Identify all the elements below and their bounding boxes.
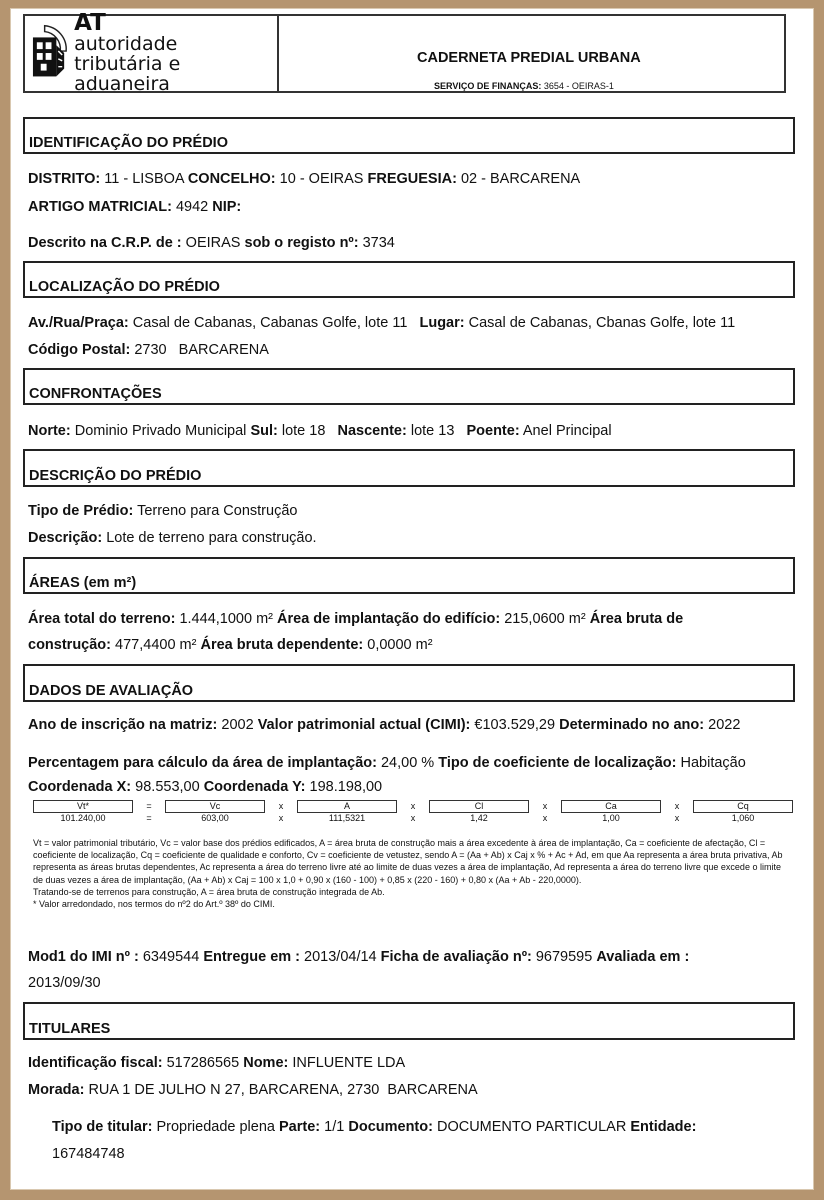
titular-entidade: 167484748 xyxy=(52,1146,125,1162)
valuation-line: Ano de inscrição na matriz: 2002 Valor patrimonial actual (CIMI): €103.529,29 Determinado no ano: 2022 xyxy=(28,717,741,733)
service-office: SERVIÇO DE FINANÇAS: 3654 - OEIRAS-1 xyxy=(434,81,614,91)
document-title: CADERNETA PREDIAL URBANA xyxy=(417,50,641,66)
location-codes: DISTRITO: 11 - LISBOA CONCELHO: 10 - OEIRAS FREGUESIA: 02 - BARCARENA xyxy=(28,171,581,187)
formula-values: 101.240,00 = 603,00 x 111,5321 x 1,42 x 1,00 x 1,060 xyxy=(60,813,755,823)
logo-abbr: AT xyxy=(74,10,106,36)
titular-id: Identificação fiscal: 517286565 Nome: INFLUENTE LDA xyxy=(28,1055,406,1071)
document-header xyxy=(23,10,786,95)
formula-headers: Vt* = Vc x A x Cl x Ca x Cq xyxy=(33,800,795,812)
areas-line-2: construção: 477,4400 m² Área bruta dependente: 0,0000 m² xyxy=(28,637,433,653)
avaliada-date: 2013/09/30 xyxy=(28,975,101,991)
logo-line-1: autoridade xyxy=(74,33,178,55)
formula-notes: Vt = valor patrimonial tributário, Vc = valor base dos prédios edificados, A = área bruta de construção mais a área excedente à área de implantação, Ca = coeficiente de afectação, Cl = coeficiente de localização, Cq = coeficiente de qualidade e conforto, Cv = coeficiente de vetustez, sendo A = (Aa + Ab) x Caj x % + Ac + Ad, em que Aa representa a área bruta privativa, Ab representa as áreas brutas dependentes, Ac representa a área do terreno livre até ao limite de duas vezes a área de implantação, Ad representa a área do terreno livre que excede o limite de duas vezes a área de implantação, (Aa + Ab) x Caj = 100 x 1,0 + 0,90 x (160 - 100) + 0,85 x (220 - 160) + 0,80 x (Aa + Ab - 220,0000). Tratando-se de terrenos para construção, A = área bruta de construção integrada de Ab. * Valor arredondado, nos termos do nº2 do Art.º 38º do CIMI. xyxy=(33,838,783,910)
titular-details: Tipo de titular: Propriedade plena Parte: 1/1 Documento: DOCUMENTO PARTICULAR Entidade: xyxy=(52,1119,697,1135)
boundaries: Norte: Dominio Privado Municipal Sul: lote 18 Nascente: lote 13 Poente: Anel Principal xyxy=(28,423,612,439)
descricao-text: Descrição: Lote de terreno para construção. xyxy=(28,530,317,546)
coordinates-line: Coordenada X: 98.553,00 Coordenada Y: 198.198,00 xyxy=(28,779,383,795)
valuation-formula xyxy=(33,800,795,824)
section-confrontacoes-heading: CONFRONTAÇÕES xyxy=(23,368,795,405)
mod1-line: Mod1 do IMI nº : 6349544 Entregue em : 2013/04/14 Ficha de avaliação nº: 9679595 Avaliada em : xyxy=(28,949,690,965)
postal-code: Código Postal: 2730 BARCARENA xyxy=(28,342,269,358)
logo-line-2: tributária e aduaneira xyxy=(74,53,181,95)
section-titulares-heading: TITULARES xyxy=(23,1002,795,1040)
section-areas-heading: ÁREAS (em m²) xyxy=(23,557,795,594)
crp-registo: Descrito na C.R.P. de : OEIRAS sob o registo nº: 3734 xyxy=(28,235,395,251)
percentage-line: Percentagem para cálculo da área de implantação: 24,00 % Tipo de coeficiente de localização: Habitação xyxy=(28,755,746,771)
section-localizacao-heading: LOCALIZAÇÃO DO PRÉDIO xyxy=(23,261,795,298)
section-avaliacao-heading: DADOS DE AVALIAÇÃO xyxy=(23,664,795,702)
at-logo xyxy=(25,10,279,95)
section-identificacao-heading: IDENTIFICAÇÃO DO PRÉDIO xyxy=(23,117,795,154)
address-line: Av./Rua/Praça: Casal de Cabanas, Cabanas Golfe, lote 11 Lugar: Casal de Cabanas, Cbanas Golfe, lote 11 xyxy=(28,315,736,331)
areas-line-1: Área total do terreno: 1.444,1000 m² Área de implantação do edifício: 215,0600 m² Área bruta de xyxy=(28,611,684,627)
portugal-shield-icon xyxy=(31,23,68,85)
titular-morada: Morada: RUA 1 DE JULHO N 27, BARCARENA, 2730 BARCARENA xyxy=(28,1082,478,1098)
tipo-predio: Tipo de Prédio: Terreno para Construção xyxy=(28,503,298,519)
artigo-matricial: ARTIGO MATRICIAL: 4942 NIP: xyxy=(28,199,242,215)
section-descricao-heading: DESCRIÇÃO DO PRÉDIO xyxy=(23,449,795,487)
